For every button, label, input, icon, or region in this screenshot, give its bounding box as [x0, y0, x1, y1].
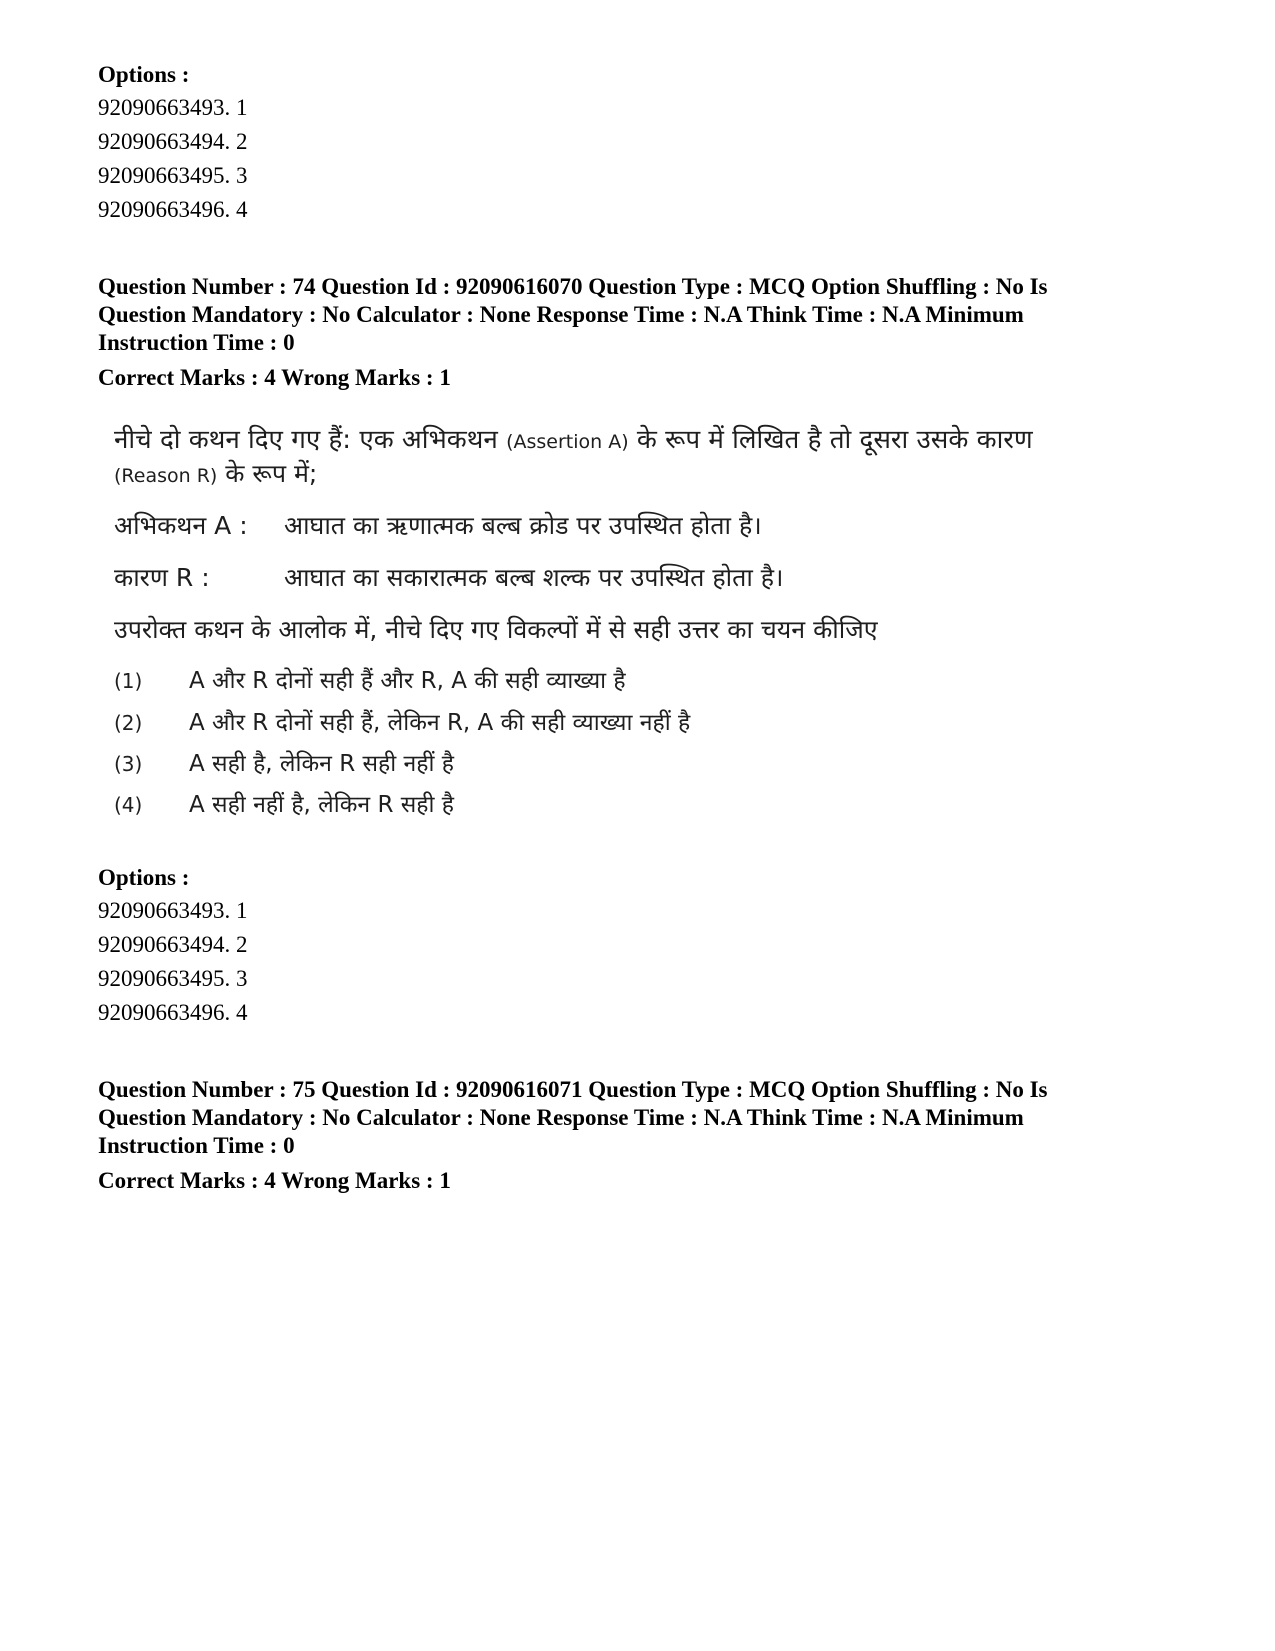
- option-item: 92090663495. 3: [98, 163, 248, 188]
- intro-reason-tag: (Reason R): [114, 465, 218, 487]
- options-block-q74: [98, 861, 1178, 1030]
- question-instruction: उपरोक्त कथन के आलोक में, नीचे दिए गए विकल्पों में से सही उत्तर का चयन कीजिए: [114, 615, 878, 644]
- question-meta: [98, 1076, 1178, 1160]
- option-item: 92090663493. 1: [98, 898, 248, 923]
- question-meta-line: Question Mandatory : No Calculator : None Response Time : N.A Think Time : N.A Minimum: [98, 1105, 1024, 1130]
- choice-number: (3): [114, 752, 143, 776]
- question-meta-line: Instruction Time : 0: [98, 1133, 295, 1158]
- options-block-prev: [98, 58, 1178, 227]
- choice-text: A सही है, लेकिन R सही नहीं है: [189, 751, 454, 777]
- choice-text: A और R दोनों सही हैं और R, A की सही व्याख्या है: [189, 668, 626, 694]
- assertion-label: अभिकथन A :: [114, 511, 248, 540]
- question-intro-line1: [114, 423, 1033, 459]
- choice-item: [114, 665, 626, 697]
- intro-assertion-tag: (Assertion A): [506, 431, 629, 453]
- options-heading: Options :: [98, 62, 190, 87]
- option-item: 92090663494. 2: [98, 932, 248, 957]
- document-page: [98, 58, 1178, 1196]
- question-75: [98, 1076, 1178, 1196]
- option-item: 92090663495. 3: [98, 966, 248, 991]
- reason-statement: [114, 561, 784, 595]
- choice-item: [114, 707, 690, 739]
- assertion-statement: [114, 509, 762, 543]
- question-image: [114, 423, 1124, 841]
- question-meta-line: Question Number : 75 Question Id : 92090616071 Question Type : MCQ Option Shuffling : No Is: [98, 1077, 1048, 1102]
- intro-text: के रूप में;: [217, 459, 318, 488]
- choice-item: [114, 748, 454, 780]
- choice-number: (1): [114, 669, 143, 693]
- reason-label: कारण R :: [114, 563, 210, 592]
- choice-text: A और R दोनों सही हैं, लेकिन R, A की सही व्याख्या नहीं है: [189, 710, 691, 736]
- assertion-text: आघात का ऋणात्मक बल्ब क्रोड पर उपस्थित होता है।: [284, 511, 762, 540]
- option-item: 92090663494. 2: [98, 129, 248, 154]
- question-marks: Correct Marks : 4 Wrong Marks : 1: [98, 1168, 451, 1193]
- options-heading: Options :: [98, 865, 190, 890]
- option-item: 92090663496. 4: [98, 1000, 248, 1025]
- question-meta-line: Instruction Time : 0: [98, 330, 295, 355]
- question-marks: Correct Marks : 4 Wrong Marks : 1: [98, 365, 451, 390]
- option-item: 92090663496. 4: [98, 197, 248, 222]
- question-meta: [98, 273, 1178, 357]
- question-meta-line: Question Mandatory : No Calculator : None Response Time : N.A Think Time : N.A Minimum: [98, 302, 1024, 327]
- choice-number: (4): [114, 793, 143, 817]
- question-intro-line2: [114, 459, 317, 491]
- choice-item: [114, 789, 454, 821]
- question-74: [98, 273, 1178, 1030]
- choice-text: A सही नहीं है, लेकिन R सही है: [189, 792, 454, 818]
- intro-text: के रूप में लिखित है तो दूसरा उसके कारण: [628, 425, 1033, 455]
- choice-number: (2): [114, 711, 143, 735]
- intro-text: नीचे दो कथन दिए गए हैं: एक अभिकथन: [114, 425, 507, 455]
- reason-text: आघात का सकारात्मक बल्ब शल्क पर उपस्थित होता है।: [284, 563, 784, 592]
- question-meta-line: Question Number : 74 Question Id : 92090616070 Question Type : MCQ Option Shuffling : No Is: [98, 274, 1048, 299]
- option-item: 92090663493. 1: [98, 95, 248, 120]
